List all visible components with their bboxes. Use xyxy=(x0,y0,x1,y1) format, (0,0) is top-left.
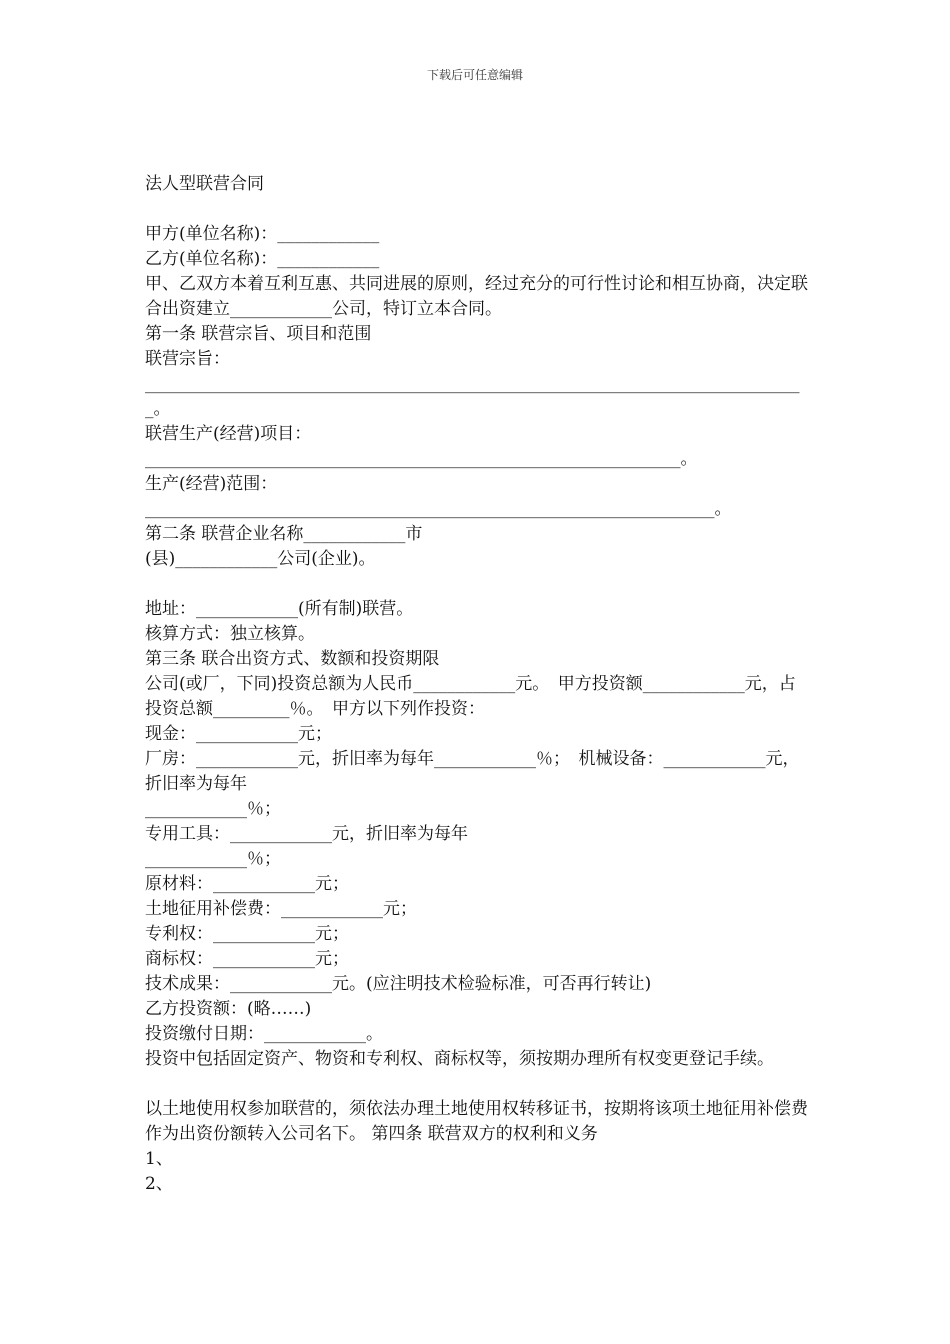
contract-line: 商标权：____________元； xyxy=(145,949,349,969)
contract-line: 第二条 联营企业名称____________市 xyxy=(145,524,423,544)
contract-line: 乙方(单位名称)：____________ xyxy=(145,249,380,269)
contract-line: 联营宗旨： xyxy=(145,349,230,369)
contract-line: 原材料：____________元； xyxy=(145,874,349,894)
contract-line: 技术成果：____________元。(应注明技术检验标准，可否再行转让) xyxy=(145,974,652,994)
contract-line: 甲、乙双方本着互利互惠、共同进展的原则，经过充分的可行性讨论和相互协商，决定联合出资建立____________公司，特订立本合同。 xyxy=(145,274,808,319)
contract-line: 联营生产(经营)项目： xyxy=(145,424,312,444)
contract-line: ______________________________________________________________________________。 xyxy=(145,374,800,419)
contract-line: ___________________________________________________________________。 xyxy=(145,499,732,519)
contract-lines xyxy=(145,222,810,1197)
spacer xyxy=(145,1072,810,1097)
contract-line: 投资缴付日期：____________。 xyxy=(145,1024,383,1044)
page-header: 下载后可任意编辑 xyxy=(426,68,523,82)
contract-line: (县)____________公司(企业)。 xyxy=(145,549,376,569)
contract-line: 投资中包括固定资产、物资和专利权、商标权等，须按期办理所有权变更登记手续。 xyxy=(145,1049,774,1069)
document-title: 法人型联营合同 xyxy=(145,174,264,194)
contract-line: 1、 xyxy=(145,1149,173,1169)
contract-line: 以土地使用权参加联营的，须依法办理土地使用权转移证书，按期将该项土地征用补偿费作为出资份额转入公司名下。 第四条 联营双方的权利和义务 xyxy=(145,1099,808,1144)
contract-line: 生产(经营)范围： xyxy=(145,474,278,494)
contract-line: 公司(或厂，下同)投资总额为人民币____________元。 甲方投资额____________元，占投资总额_________％。 甲方以下列作投资： xyxy=(145,674,796,719)
contract-line: 2、 xyxy=(145,1174,173,1194)
contract-line: _______________________________________________________________。 xyxy=(145,449,698,469)
contract-line: 第三条 联合出资方式、数额和投资期限 xyxy=(145,649,440,669)
contract-line: 乙方投资额：(略……) xyxy=(145,999,312,1019)
contract-line: ____________％； xyxy=(145,799,281,819)
contract-line: 核算方式：独立核算。 xyxy=(145,624,315,644)
contract-line: 土地征用补偿费：____________元； xyxy=(145,899,417,919)
contract-line: 厂房：____________元，折旧率为每年____________％； 机械设备：____________元，折旧率为每年 xyxy=(145,749,800,794)
contract-line: 第一条 联营宗旨、项目和范围 xyxy=(145,324,372,344)
contract-line: 现金：____________元； xyxy=(145,724,332,744)
contract-line: 地址：____________(所有制)联营。 xyxy=(145,599,414,619)
contract-line: 专用工具：____________元，折旧率为每年 xyxy=(145,824,468,844)
contract-line: ____________％； xyxy=(145,849,281,869)
spacer xyxy=(145,572,810,597)
contract-line: 甲方(单位名称)：____________ xyxy=(145,224,380,244)
contract-line: 专利权：____________元； xyxy=(145,924,349,944)
document-body xyxy=(145,172,810,1197)
spacer xyxy=(145,197,810,222)
